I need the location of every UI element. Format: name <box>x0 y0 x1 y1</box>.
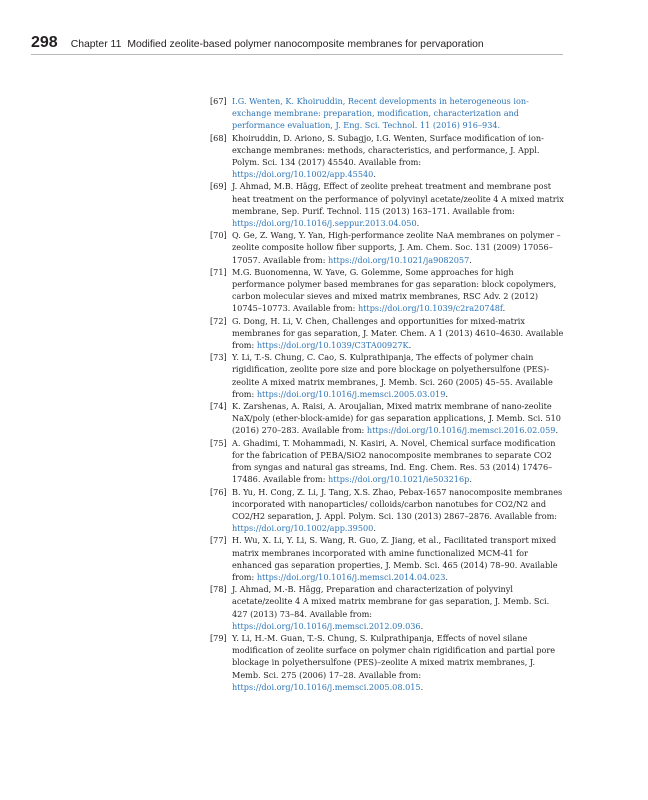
reference-item <box>210 132 564 181</box>
reference-item <box>210 583 564 632</box>
reference-number: [68] <box>210 132 227 143</box>
reference-text: Y. Li, T.-S. Chung, C. Cao, S. Kulprathipanja, The effects of polymer chain rigidification, zeolite pore size and pore blockage on polyethersulfone (PES)-zeolite A mixed matrix membranes, J. Memb. Sci. 260 (2005) 45–55. Available from: <box>232 352 553 399</box>
reference-item <box>210 95 564 132</box>
doi-link[interactable]: https://doi.org/10.1021/ie503216p <box>328 474 470 485</box>
reference-number: [79] <box>210 632 227 643</box>
reference-number: [70] <box>210 230 227 241</box>
reference-item <box>210 437 564 486</box>
reference-item <box>210 632 564 693</box>
reference-number: [77] <box>210 535 227 546</box>
reference-tail: . <box>445 388 448 399</box>
doi-link[interactable]: https://doi.org/10.1039/C3TA00927K <box>256 340 409 351</box>
reference-text: Khoiruddin, D. Ariono, S. Subagjo, I.G. Wenten, Surface modification of ion-exchange membranes: methods, characteristics, and performance, J. Appl. Polym. Sci. 134 (2017) 45540. Available from: <box>232 132 544 168</box>
reference-text: Y. Li, H.-M. Guan, T.-S. Chung, S. Kulprathipanja, Effects of novel silane modification of zeolite surface on polymer chain rigidification and partial pore blockage in polyethersulfone (PES)–zeolite A mixed matrix membranes, J. Memb. Sci. 275 (2006) 17–28. Available from: <box>232 632 556 680</box>
reference-text[interactable]: I.G. Wenten, K. Khoiruddin, Recent developments in heterogeneous ion-exchange membrane: preparation, modification, characterization and performance evaluation, J. Eng. Sci. Technol. 11 (2016) 916–934. <box>232 96 529 131</box>
reference-tail: . <box>469 474 472 485</box>
reference-number: [73] <box>210 352 227 363</box>
reference-number: [72] <box>210 315 227 326</box>
reference-item <box>210 266 564 315</box>
reference-tail: . <box>502 303 506 314</box>
reference-list <box>210 95 564 693</box>
doi-link[interactable]: https://doi.org/10.1016/j.memsci.2005.08.015 <box>232 681 421 692</box>
reference-text: A. Ghadimi, T. Mohammadi, N. Kasiri, A. Novel, Chemical surface modification for the fabrication of PEBA/SiO2 nanocomposite membranes to separate CO2 from syngas and natural gas streams, Ind. Eng. Chem. Res. 53 (2014) 17476–17486. Available from: <box>232 437 556 485</box>
reference-text: J. Ahmad, M.-B. Hägg, Preparation and characterization of polyvinyl acetate/zeolite 4 A mixed matrix membrane for gas separation, J. Memb. Sci. 427 (2013) 73–84. Available from: <box>232 584 550 619</box>
reference-number: [71] <box>210 266 227 277</box>
reference-tail: . <box>373 169 376 180</box>
reference-tail: . <box>416 218 420 229</box>
doi-link[interactable]: https://doi.org/10.1016/j.seppur.2013.04.050 <box>232 218 417 229</box>
reference-tail: . <box>373 523 376 534</box>
reference-text: J. Ahmad, M.B. Hägg, Effect of zeolite preheat treatment and membrane post heat treatment on the performance of polyvinyl acetate/zeolite 4 A mixed matrix membrane, Sep. Purif. Technol. 115 (2013) 163–171. Available from: <box>232 181 564 216</box>
reference-item <box>210 534 564 583</box>
reference-text: M.G. Buonomenna, W. Yave, G. Golemme, Some approaches for high performance polymer based membranes for gas separation: block copolymers, carbon molecular sieves and mixed matrix membranes, RSC Adv. 2 (2012) 10745–10773. Available from: <box>232 266 557 314</box>
reference-number: [78] <box>210 584 227 595</box>
reference-item <box>210 400 564 437</box>
reference-item <box>210 315 564 352</box>
reference-item <box>210 351 564 400</box>
reference-text: K. Zarshenas, A. Raisi, A. Aroujalian, Mixed matrix membrane of nano-zeolite NaX/poly (ether-block-amide) for gas separation applications, J. Memb. Sci. 510 (2016) 270–283. Available from: <box>232 401 561 436</box>
reference-number: [75] <box>210 437 227 448</box>
doi-link[interactable]: https://doi.org/10.1016/j.memsci.2012.09.036 <box>232 620 421 631</box>
reference-tail: . <box>408 340 412 351</box>
reference-item <box>210 486 564 535</box>
reference-tail: . <box>445 571 448 582</box>
doi-link[interactable]: https://doi.org/10.1016/j.memsci.2005.03.019 <box>256 388 446 399</box>
reference-tail: . <box>420 681 424 692</box>
reference-text: H. Wu, X. Li, Y. Li, S. Wang, R. Guo, Z. Jiang, et al., Facilitated transport mixed matrix membranes incorporated with amine functionalized MCM-41 for enhanced gas separation properties, J. Memb. Sci. 465 (2014) 78–90. Available from: <box>232 535 558 582</box>
chapter-title: Modified zeolite-based polymer nanocomposite membranes for pervaporation <box>127 39 484 50</box>
reference-text: Q. Ge, Z. Wang, Y. Yan, High-performance zeolite NaA membranes on polymer – zeolite composite hollow fiber supports, J. Am. Chem. Soc. 131 (2009) 17056–17057. Available from: <box>232 230 561 265</box>
running-title <box>71 36 484 54</box>
reference-number: [76] <box>210 486 227 497</box>
reference-tail: . <box>420 620 424 631</box>
reference-item <box>210 229 564 266</box>
running-header <box>31 34 563 55</box>
reference-text: G. Dong, H. Li, V. Chen, Challenges and opportunities for mixed-matrix membranes for gas separation, J. Mater. Chem. A 1 (2013) 4610–4630. Available from: <box>232 315 564 351</box>
reference-item <box>210 180 564 229</box>
doi-link[interactable]: https://doi.org/10.1039/c2ra20748f <box>357 303 503 314</box>
page-number: 298 <box>31 34 58 51</box>
reference-number: [74] <box>210 401 227 412</box>
reference-number: [67] <box>210 96 227 106</box>
doi-link[interactable]: https://doi.org/10.1002/app.45540 <box>232 169 374 180</box>
chapter-label: Chapter 11 <box>70 39 122 50</box>
doi-link[interactable]: https://doi.org/10.1016/j.memsci.2016.02.059 <box>366 425 556 436</box>
reference-number: [69] <box>210 181 227 192</box>
doi-link[interactable]: https://doi.org/10.1016/j.memsci.2014.04.023 <box>256 571 446 582</box>
doi-link[interactable]: https://doi.org/10.1021/ja9082057 <box>328 254 470 265</box>
reference-tail: . <box>469 254 472 265</box>
doi-link[interactable]: https://doi.org/10.1002/app.39500 <box>232 523 374 534</box>
reference-tail: . <box>555 425 559 436</box>
reference-text: B. Yu, H. Cong, Z. Li, J. Tang, X.S. Zhao, Pebax-1657 nanocomposite membranes incorporated with nanoparticles/ colloids/carbon nanotubes for CO2/N2 and CO2/H2 separation, J. Appl. Polym. Sci. 130 (2013) 2867–2876. Available from: <box>232 486 563 521</box>
